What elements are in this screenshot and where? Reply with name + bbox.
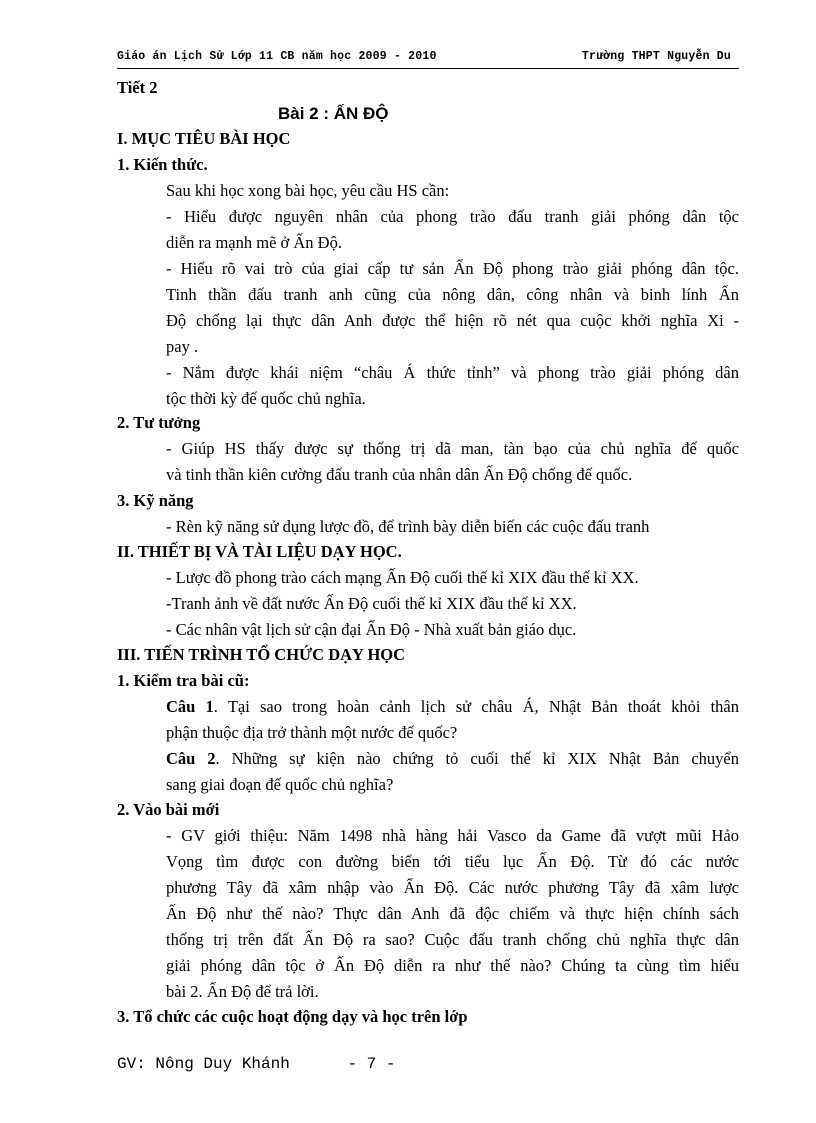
intro-line: thống trị trên đất Ấn Độ ra sao? Cuộc đấu tranh chống chủ nghĩa thực dân [166, 930, 739, 949]
activities-heading: 3. Tổ chức các cuộc hoạt động dạy và học trên lớp [117, 1007, 468, 1026]
question-2-label: Câu 2 [166, 749, 216, 768]
review-heading: 1. Kiểm tra bài cũ: [117, 671, 250, 690]
knowledge-line: Độ chống lại thực dân Anh được thể hiện rõ nét qua cuộc khởi nghĩa Xi - [166, 311, 739, 330]
section-1-heading: I. MỤC TIÊU BÀI HỌC [117, 129, 291, 148]
knowledge-line: - Nắm được khái niệm “châu Á thức tỉnh” và phong trào giải phóng dân [166, 363, 739, 382]
question-1 [166, 697, 739, 717]
page-header [117, 48, 739, 69]
thought-heading: 2. Tư tưởng [117, 413, 201, 432]
question-1-text: . Tại sao trong hoàn cảnh lịch sử châu Á, Nhật Bản thoát khỏi thân [213, 697, 740, 716]
knowledge-line: pay . [166, 337, 199, 356]
equipment-line: - Các nhân vật lịch sử cận đại Ấn Độ - Nhà xuất bản giáo dục. [166, 620, 577, 639]
equipment-line: -Tranh ảnh về đất nước Ấn Độ cuối thế kỉ XIX đầu thế kỉ XX. [166, 594, 577, 613]
question-1-label: Câu 1 [166, 697, 214, 716]
footer-teacher: GV: Nông Duy Khánh [117, 1055, 290, 1073]
question-2-text: . Những sự kiện nào chứng tỏ cuối thế kỉ XIX Nhật Bản chuyển [215, 749, 739, 768]
intro-line: Vọng tìm được con đường biển tới tiểu lục Ấn Độ. Từ đó các nước [166, 852, 739, 871]
knowledge-line: - Hiểu rõ vai trò của giai cấp tư sản Ấn Độ phong trào giải phóng dân tộc. [166, 259, 739, 278]
section-3-heading: III. TIẾN TRÌNH TỔ CHỨC DẠY HỌC [117, 645, 406, 664]
page-footer [117, 1055, 395, 1073]
knowledge-line: tộc thời kỳ đế quốc chủ nghĩa. [166, 389, 366, 408]
intro-line: phương Tây đã xâm nhập vào Ấn Độ. Các nước phương Tây đã xâm lược [166, 878, 739, 897]
page-number: - 7 - [347, 1055, 396, 1073]
question-2 [166, 749, 739, 769]
new-lesson-heading: 2. Vào bài mới [117, 800, 220, 819]
knowledge-heading: 1. Kiến thức. [117, 155, 208, 174]
thought-line: - Giúp HS thấy được sự thống trị dã man, tàn bạo của chủ nghĩa đế quốc [166, 439, 739, 458]
section-2-heading: II. THIẾT BỊ VÀ TÀI LIỆU DẠY HỌC. [117, 542, 402, 561]
skill-heading: 3. Kỹ năng [117, 491, 194, 510]
knowledge-line: - Hiểu được nguyên nhân của phong trào đấu tranh giải phóng dân tộc [166, 207, 739, 226]
question-2-continued: sang giai đoạn đế quốc chủ nghĩa? [166, 775, 394, 794]
intro-line: bài 2. Ấn Độ để trả lời. [166, 982, 319, 1001]
equipment-line: - Lược đồ phong trào cách mạng Ấn Độ cuối thế kỉ XIX đầu thế kỉ XX. [166, 568, 639, 587]
question-1-continued: phận thuộc địa trở thành một nước đế quốc? [166, 723, 458, 742]
intro-line: giải phóng dân tộc ở Ấn Độ diễn ra như thế nào? Chúng ta cùng tìm hiểu [166, 956, 739, 975]
skill-line: - Rèn kỹ năng sử dụng lược đồ, để trình bày diễn biến các cuộc đấu tranh [166, 517, 650, 536]
intro-line: - GV giới thiệu: Năm 1498 nhà hàng hải Vasco da Game đã vượt mũi Hảo [166, 826, 739, 845]
knowledge-line: Sau khi học xong bài học, yêu cầu HS cần: [166, 181, 450, 200]
intro-line: Ấn Độ như thế nào? Thực dân Anh đã độc chiếm và thực hiện chính sách [166, 904, 739, 923]
thought-line: và tinh thần kiên cường đấu tranh của nhân dân Ấn Độ chống đế quốc. [166, 465, 633, 484]
knowledge-line: diễn ra mạnh mẽ ở Ấn Độ. [166, 233, 342, 252]
knowledge-line: Tinh thần đấu tranh anh cũng của nông dân, công nhân và binh lính Ấn [166, 285, 739, 304]
lesson-title: Bài 2 : ẤN ĐỘ [278, 104, 389, 123]
header-course-info: Giáo án Lịch Sử Lớp 11 CB năm học 2009 - 2010 [117, 50, 437, 63]
header-school-name: Trường THPT Nguyễn Du [581, 50, 731, 63]
period-label: Tiết 2 [117, 78, 158, 97]
